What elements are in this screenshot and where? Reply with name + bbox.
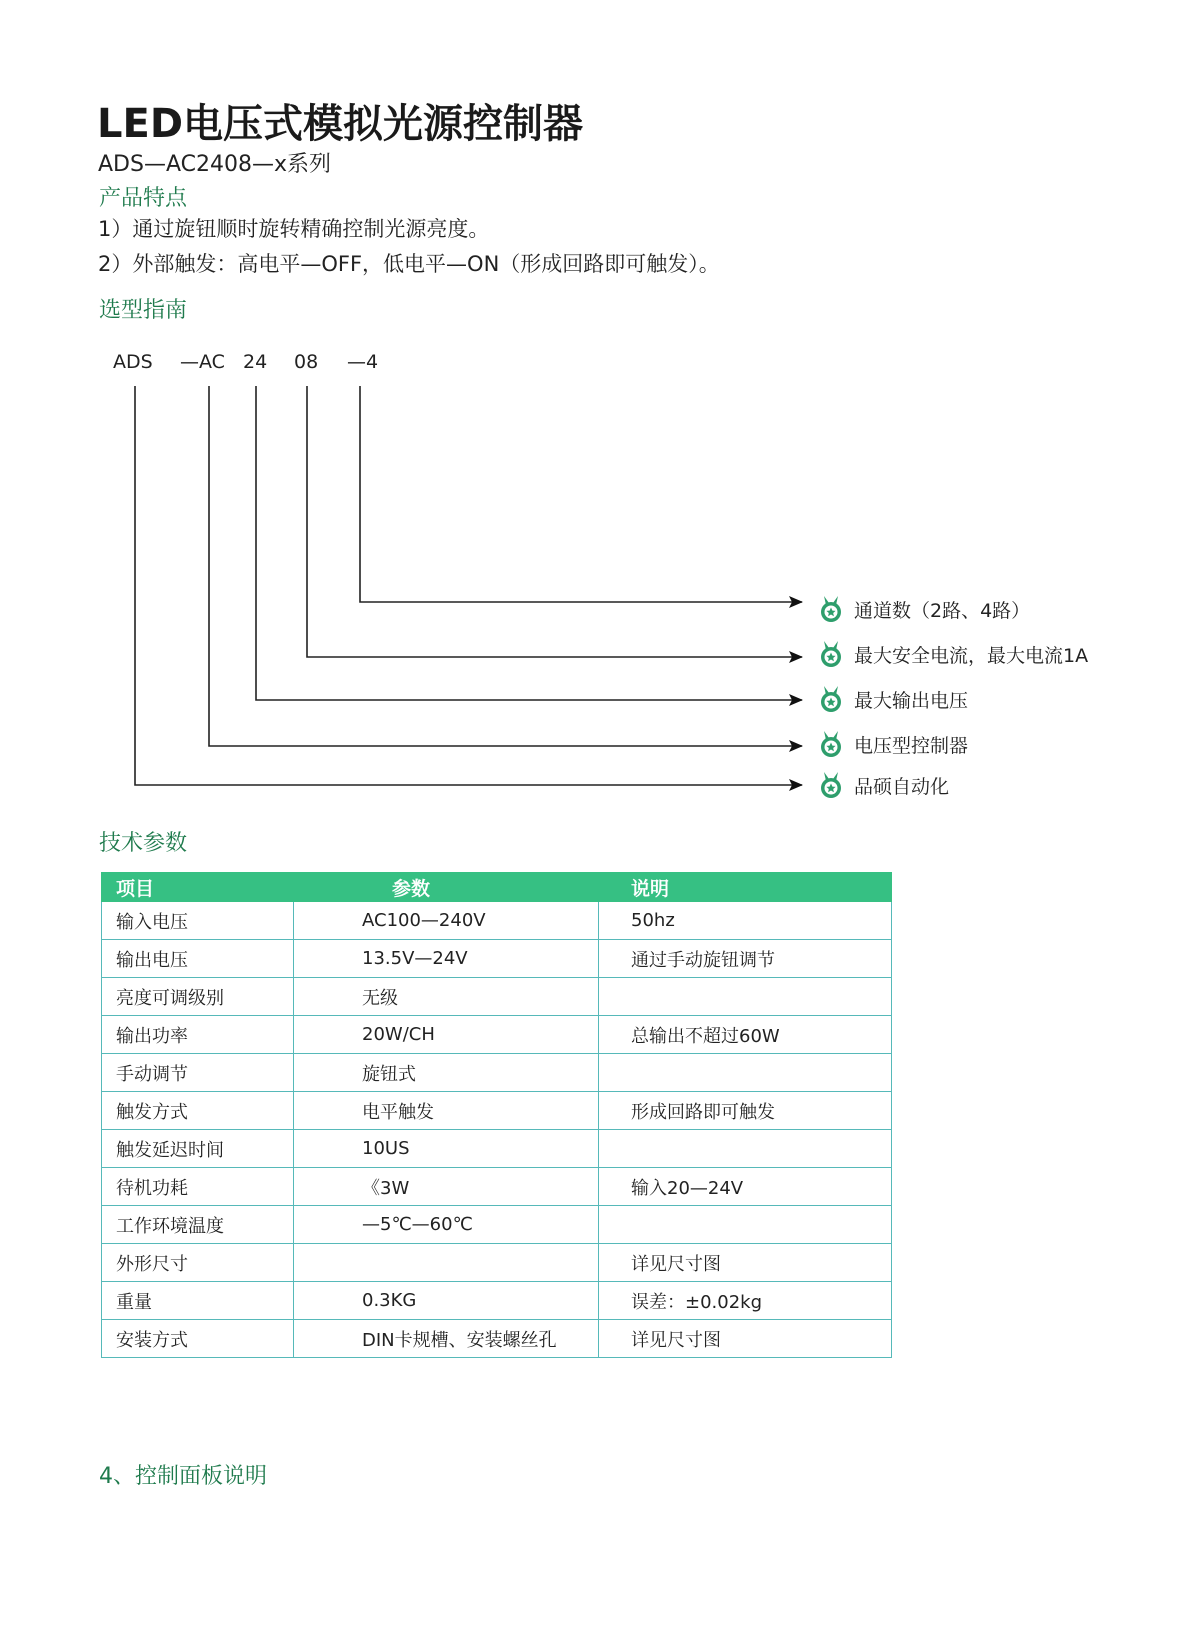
cell-item: 重量 — [102, 1282, 294, 1320]
code-part-channels: —4 — [347, 351, 379, 373]
cell-param: 无级 — [294, 978, 599, 1016]
spec-table — [101, 872, 892, 1358]
cell-note: 详见尺寸图 — [599, 1244, 892, 1282]
cell-note — [599, 978, 892, 1016]
feature-item: 1）通过旋钮顺时旋转精确控制光源亮度。 — [98, 217, 490, 241]
column-header-note: 说明 — [599, 872, 892, 902]
feature-item: 2）外部触发：高电平—OFF，低电平—ON（形成回路即可触发）。 — [98, 252, 720, 276]
connector-current — [307, 386, 802, 657]
legend-label: 最大安全电流，最大电流1A — [854, 644, 1089, 667]
cell-param: 10US — [294, 1130, 599, 1168]
column-header-item: 项目 — [102, 872, 294, 902]
cell-note: 50hz — [599, 902, 892, 940]
cell-item: 待机功耗 — [102, 1168, 294, 1206]
cell-item: 安装方式 — [102, 1320, 294, 1358]
cell-item: 输出功率 — [102, 1016, 294, 1054]
award-badge-icon — [818, 729, 844, 759]
table-row — [102, 1206, 892, 1244]
cell-item: 触发方式 — [102, 1092, 294, 1130]
cell-item: 工作环境温度 — [102, 1206, 294, 1244]
guide-heading: 选型指南 — [99, 298, 188, 323]
legend-item — [818, 770, 949, 800]
connector-controller-type — [209, 386, 802, 746]
cell-param: 电平触发 — [294, 1092, 599, 1130]
connector-voltage — [256, 386, 802, 700]
legend-item — [818, 684, 968, 714]
award-badge-icon — [818, 684, 844, 714]
cell-note: 输入20—24V — [599, 1168, 892, 1206]
cell-item: 亮度可调级别 — [102, 978, 294, 1016]
legend-label: 品硕自动化 — [854, 775, 950, 798]
cell-note — [599, 1206, 892, 1244]
table-row — [102, 1244, 892, 1282]
cell-param: 20W/CH — [294, 1016, 599, 1054]
cell-param: 《3W — [294, 1168, 599, 1206]
code-part-voltage: 24 — [243, 351, 268, 373]
cell-param: 0.3KG — [294, 1282, 599, 1320]
table-row — [102, 940, 892, 978]
cell-param: DIN卡规槽、安装螺丝孔 — [294, 1320, 599, 1358]
table-row — [102, 1016, 892, 1054]
cell-note — [599, 1130, 892, 1168]
panel-heading: 4、控制面板说明 — [99, 1464, 267, 1489]
code-part-ac: —AC — [180, 351, 225, 373]
cell-item: 触发延迟时间 — [102, 1130, 294, 1168]
specs-heading: 技术参数 — [99, 831, 188, 856]
legend-label: 电压型控制器 — [854, 734, 969, 757]
cell-note: 详见尺寸图 — [599, 1320, 892, 1358]
cell-note: 通过手动旋钮调节 — [599, 940, 892, 978]
cell-note — [599, 1054, 892, 1092]
table-row — [102, 978, 892, 1016]
series-subtitle: ADS—AC2408—x系列 — [98, 152, 331, 177]
table-row — [102, 1054, 892, 1092]
cell-param: 旋钮式 — [294, 1054, 599, 1092]
legend-item — [818, 729, 968, 759]
legend-label: 最大输出电压 — [854, 689, 969, 712]
connector-channels — [360, 386, 802, 602]
cell-param: AC100—240V — [294, 902, 599, 940]
table-row — [102, 1168, 892, 1206]
page-title: LED电压式模拟光源控制器 — [97, 101, 584, 147]
connector-brand — [135, 386, 802, 785]
table-row — [102, 1282, 892, 1320]
award-badge-icon — [818, 594, 844, 624]
code-part-current: 08 — [294, 351, 319, 373]
cell-item: 输出电压 — [102, 940, 294, 978]
cell-param: 13.5V—24V — [294, 940, 599, 978]
code-part-ads: ADS — [113, 351, 153, 373]
features-heading: 产品特点 — [99, 186, 188, 211]
award-badge-icon — [818, 639, 844, 669]
cell-param — [294, 1244, 599, 1282]
legend-item — [818, 639, 1088, 669]
table-header-row — [102, 872, 892, 902]
table-row — [102, 1320, 892, 1358]
table-row — [102, 902, 892, 940]
cell-note: 误差：±0.02kg — [599, 1282, 892, 1320]
cell-param: —5℃—60℃ — [294, 1206, 599, 1244]
cell-item: 外形尺寸 — [102, 1244, 294, 1282]
cell-note: 总输出不超过60W — [599, 1016, 892, 1054]
cell-item: 输入电压 — [102, 902, 294, 940]
table-row — [102, 1092, 892, 1130]
cell-note: 形成回路即可触发 — [599, 1092, 892, 1130]
award-badge-icon — [818, 770, 844, 800]
table-row — [102, 1130, 892, 1168]
legend-item — [818, 594, 1030, 624]
cell-item: 手动调节 — [102, 1054, 294, 1092]
column-header-param: 参数 — [294, 872, 599, 902]
legend-label: 通道数（2路、4路） — [854, 599, 1031, 622]
guide-diagram — [0, 0, 1200, 800]
